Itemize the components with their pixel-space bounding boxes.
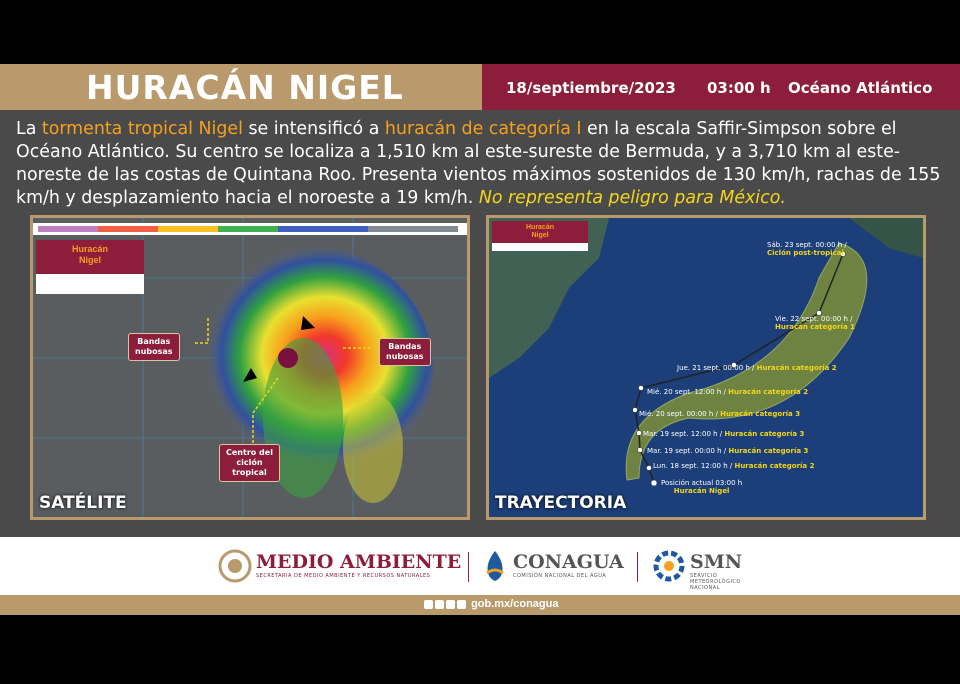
point-time: Mar. 19 sept. 12:00 h / [643, 430, 725, 438]
point-status: Huracán categoría 2 [734, 462, 815, 470]
org2-subtitle: COMISIÓN NACIONAL DEL AGUA [513, 573, 607, 579]
bulletin-description [16, 118, 946, 210]
point-status: Huracán categoría 3 [724, 430, 805, 438]
smn-logo-icon [652, 549, 686, 583]
track-point-label [677, 364, 837, 372]
track-point-label [647, 388, 808, 396]
callout-text: tropical [232, 468, 267, 477]
callout-text: Bandas [388, 342, 422, 351]
current-name: Huracán Nigel [673, 487, 730, 495]
satellite-badge [36, 240, 144, 294]
twitter-icon[interactable] [435, 600, 444, 609]
callout-center [219, 444, 280, 482]
org3-subtitle: NACIONAL [690, 585, 720, 591]
point-status: Huracán categoría 3 [720, 410, 801, 418]
point-time: Mié. 20 sept. 00:00 h / [639, 410, 721, 418]
point-time: Sáb. 23 sept. 00:00 h / [767, 241, 847, 249]
trajectory-badge [492, 221, 588, 251]
trajectory-map [486, 215, 926, 520]
callout-text: Bandas [137, 337, 171, 346]
website-link[interactable]: gob.mx/conagua [471, 598, 559, 610]
org3-subtitle: SERVICIO [690, 573, 718, 579]
point-status: Ciclón post-tropical [767, 249, 844, 257]
track-point-label [647, 447, 808, 455]
region-text: Océano Atlántico [788, 79, 933, 97]
track-point-label [653, 462, 814, 470]
badge-line-1: Huracán [525, 224, 554, 231]
org2-name: CONAGUA [513, 551, 624, 573]
callout-bands-left [128, 333, 180, 361]
desc-highlight-category: huracán de categoría I [384, 119, 582, 139]
instagram-icon[interactable] [446, 600, 455, 609]
callout-bands-right [379, 338, 431, 366]
current-position-label [661, 479, 742, 495]
org-smn [690, 551, 742, 591]
eye-marker [278, 348, 298, 368]
desc-text-2: se intensificó a [242, 119, 385, 139]
track-point-label [639, 410, 800, 418]
org-medio-ambiente [256, 551, 461, 579]
title-banner [0, 64, 482, 110]
point-time: Lun. 18 sept. 12:00 h / [653, 462, 735, 470]
point-status: Huracán categoría 2 [728, 388, 809, 396]
info-banner [482, 64, 960, 110]
point-status: Huracán categoría 1 [775, 323, 855, 331]
footer-logos [0, 537, 960, 595]
desc-highlight-no-danger: No representa peligro para México. [478, 188, 786, 208]
mexico-seal-icon [218, 549, 252, 583]
facebook-icon[interactable] [424, 600, 433, 609]
badge-line-1: Huracán [71, 244, 108, 254]
track-point-label [643, 430, 804, 438]
satellite-map [30, 215, 470, 520]
trajectory-label: TRAYECTORIA [495, 493, 627, 513]
callout-text: nubosas [386, 352, 424, 361]
satellite-label: SATÉLITE [39, 493, 127, 513]
org3-subtitle: METEOROLÓGICO [690, 579, 741, 585]
point-time: Mar. 19 sept. 00:00 h / [647, 447, 729, 455]
time-text: 03:00 h [707, 79, 771, 97]
point-time: Jue. 21 sept. 00:00 h / [677, 364, 757, 372]
social-links [424, 598, 558, 610]
youtube-icon[interactable] [457, 600, 466, 609]
footer-divider [637, 552, 638, 582]
page-title: HURACÁN NIGEL [86, 68, 404, 107]
callout-text: Centro del [226, 448, 273, 457]
badge-line-2: Nigel [531, 232, 549, 239]
org1-subtitle: SECRETARÍA DE MEDIO AMBIENTE Y RECURSOS NATURALES [256, 573, 431, 579]
desc-text-1: La [16, 119, 42, 139]
callout-text: ciclón [236, 458, 263, 467]
track-point-label [767, 241, 847, 257]
date-text: 18/septiembre/2023 [506, 79, 676, 97]
track-point-label [775, 315, 855, 331]
current-time: Posición actual 03:00 h [661, 479, 743, 487]
point-time: Vie. 22 sept. 00:00 h / [775, 315, 853, 323]
footer-divider [468, 552, 469, 582]
point-status: Huracán categoría 3 [728, 447, 809, 455]
conagua-logo-icon [481, 549, 509, 583]
desc-text-3: en la escala Saffir-Simpson sobre el Océano Atlántico. Su centro se localiza a 1,510 km al este-sureste de Bermuda, y a 3,710 km al este-noreste de las costas de Quintana Roo. Presenta vientos máximos sostenidos de 130 km/h, rachas de 155 km/h y desplazamiento hacia el noroeste a 19 km/h. [16, 119, 941, 208]
org-conagua [513, 551, 624, 579]
org3-name: SMN [690, 551, 743, 573]
point-time: Mié. 20 sept. 12:00 h / [647, 388, 729, 396]
callout-text: nubosas [135, 347, 173, 356]
badge-line-2: Nigel [78, 255, 101, 265]
desc-highlight-storm: tormenta tropical Nigel [41, 119, 243, 139]
org1-name: MEDIO AMBIENTE [256, 551, 462, 573]
point-status: Huracán categoría 2 [756, 364, 837, 372]
